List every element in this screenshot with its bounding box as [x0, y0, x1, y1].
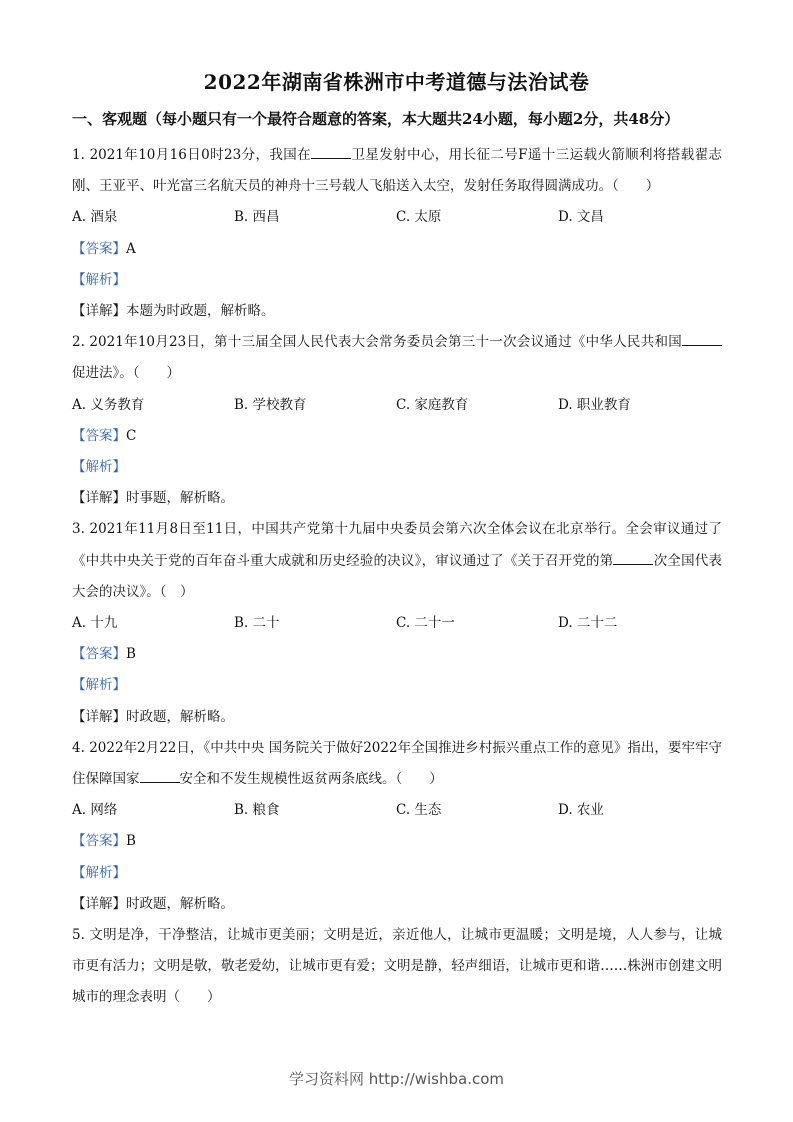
detail-line: 【详解】时政题，解析略。: [72, 895, 234, 912]
detail-line: 【详解】时政题，解析略。: [72, 708, 234, 725]
detail-line: 【详解】本题为时政题，解析略。: [72, 303, 275, 319]
answer-blank: [613, 550, 653, 565]
question-1: [72, 140, 722, 327]
question-3: [72, 514, 722, 732]
question-stem: 4. 2022年2月22日，《中共中央 国务院关于做好2022年全国推进乡村振兴重点工作的意见》指出，要牢牢守住保障国家 安全和不发生规模性返贫两条底线。（ ）: [72, 739, 722, 788]
detail-line: 【详解】时事题，解析略。: [72, 490, 234, 507]
analysis-line: 【解析】: [72, 864, 126, 881]
question-list: [72, 140, 722, 1014]
option-a: A. 义务教育: [72, 396, 145, 413]
option-d: D. 职业教育: [558, 396, 631, 413]
question-stem: 2. 2021年10月23日，第十三届全国人民代表大会常务委员会第三十一次会议通过《中华人民共和国促进法》。（ ）: [72, 327, 722, 389]
question-stem: 5. 文明是净，干净整洁，让城市更美丽；文明是近，亲近他人，让城市更温暖；文明是境，人人参与，让城市更有活力；文明是敬，敬老爱幼，让城市更有爱；文明是静，轻声细语，让城市更和谐……株洲市创建文明城市的理念表明（ ）: [72, 927, 722, 1006]
option-b: B. 西昌: [234, 209, 280, 226]
question-stem: 3. 2021年11月8日至11日，中国共产党第十九届中央委员会第六次全体会议在北京举行。全会审议通过了《中共中央关于党的百年奋斗重大成就和历史经验的决议》，审议通过了《关于召开党的第 次全国代表大会的决议》。（ ）: [72, 521, 723, 600]
footer-watermark: 学习资料网 http://wishba.com: [289, 1070, 504, 1088]
question-stem: 1. 2021年10月16日0时23分，我国在 卫星发射中心，用长征二号F遥十三运载火箭顺利将搭载翟志刚、王亚平、叶光富三名航天员的神舟十三号载人飞船送入太空，发射任务取得圆满成功。（ ）: [72, 140, 722, 202]
answer-line: 【答案】B: [72, 833, 136, 850]
answer-blank: [682, 331, 722, 346]
option-c: C. 太原: [396, 209, 442, 226]
analysis-line: 【解析】: [72, 677, 126, 694]
answer-line: 【答案】A: [72, 240, 136, 257]
option-b: B. 二十: [234, 615, 280, 632]
question-2: [72, 327, 722, 514]
option-b: B. 学校教育: [234, 396, 307, 413]
question-4: [72, 733, 722, 920]
option-d: D. 文昌: [558, 209, 604, 226]
analysis-line: 【解析】: [72, 271, 126, 288]
option-d: D. 二十二: [558, 615, 618, 632]
section-header: 一、客观题（每小题只有一个最符合题意的答案，本大题共24小题，每小题2分，共48分）: [72, 110, 680, 128]
answer-blank: [311, 144, 351, 159]
options-row: [72, 608, 722, 639]
options-row: [72, 795, 722, 826]
option-a: A. 酒泉: [72, 209, 118, 226]
options-row: [72, 390, 722, 421]
analysis-line: 【解析】: [72, 459, 126, 475]
question-5: [72, 920, 722, 1014]
answer-line: 【答案】B: [72, 646, 136, 663]
option-c: C. 生态: [396, 802, 442, 819]
option-c: C. 二十一: [396, 615, 455, 632]
option-a: A. 十九: [72, 615, 118, 632]
answer-line: 【答案】C: [72, 427, 137, 444]
options-row: [72, 202, 722, 233]
option-a: A. 网络: [72, 802, 118, 819]
page-title: 2022年湖南省株洲市中考道德与法治试卷: [203, 70, 590, 94]
answer-blank: [140, 768, 180, 783]
option-d: D. 农业: [558, 802, 604, 819]
option-c: C. 家庭教育: [396, 396, 469, 413]
option-b: B. 粮食: [234, 802, 280, 819]
